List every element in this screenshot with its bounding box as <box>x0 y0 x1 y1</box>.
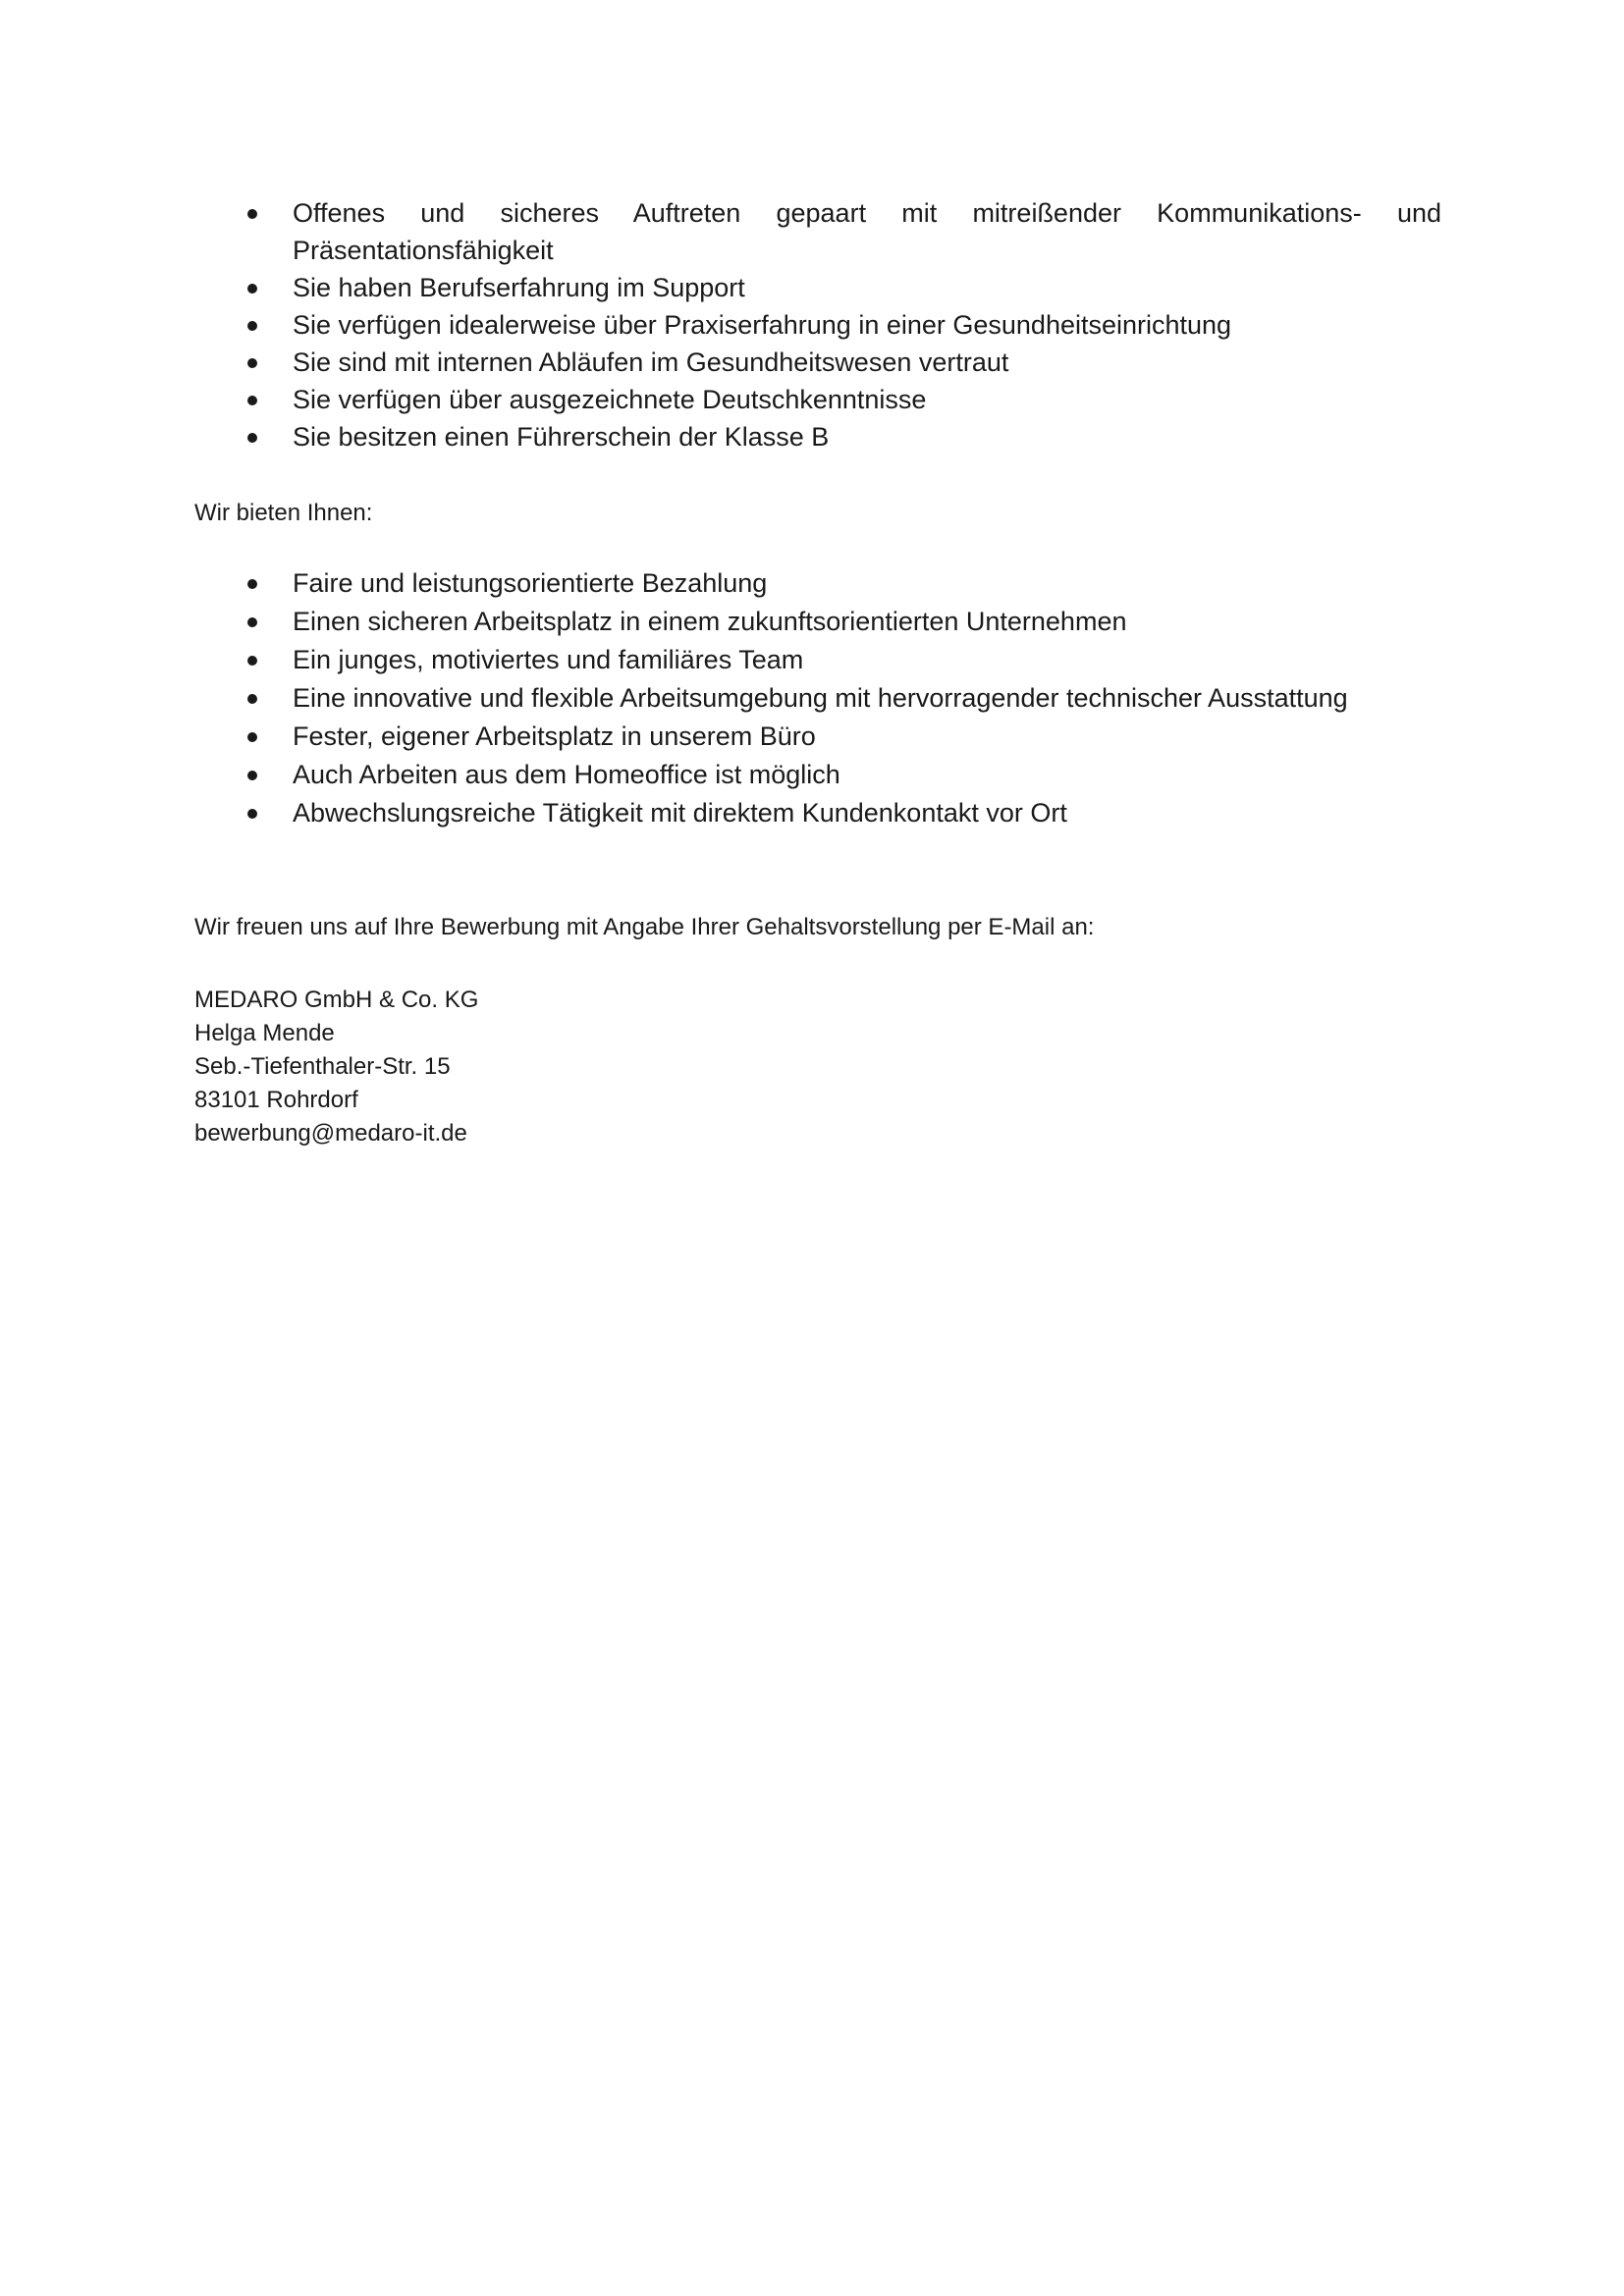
list-item <box>0 564 1624 602</box>
list-item <box>0 756 1624 793</box>
contact-person: Helga Mende <box>194 1020 335 1046</box>
list-item-text: Sie haben Berufserfahrung im Support <box>293 273 745 302</box>
street-address: Seb.-Tiefenthaler-Str. 15 <box>194 1053 451 1080</box>
list-item <box>0 418 1624 455</box>
list-item <box>0 344 1624 381</box>
list-item <box>0 718 1624 755</box>
list-item <box>0 641 1624 678</box>
list-item-text: Sie sind mit internen Abläufen im Gesundheitswesen vertraut <box>293 347 1009 377</box>
bullet-icon <box>247 209 257 219</box>
bullet-icon <box>247 732 257 742</box>
list-item-text: Sie verfügen über ausgezeichnete Deutschkenntnisse <box>293 385 927 414</box>
list-item-text: Ein junges, motiviertes und familiäres Team <box>293 645 804 674</box>
email-address: bewerbung@medaro-it.de <box>194 1120 467 1147</box>
list-item <box>0 603 1624 640</box>
bullet-icon <box>247 284 257 294</box>
bullet-icon <box>247 656 257 666</box>
list-item <box>0 679 1624 717</box>
bullet-icon <box>247 358 257 368</box>
bullet-icon <box>247 617 257 627</box>
list-item-text: Einen sicheren Arbeitsplatz in einem zukunftsorientierten Unternehmen <box>293 607 1127 636</box>
list-item-text: Abwechslungsreiche Tätigkeit mit direktem Kundenkontakt vor Ort <box>293 798 1067 828</box>
company-name: MEDARO GmbH & Co. KG <box>194 987 479 1013</box>
list-item-text: Eine innovative und flexible Arbeitsumgebung mit hervorragender technischer Ausstattung <box>293 683 1348 713</box>
closing-paragraph: Wir freuen uns auf Ihre Bewerbung mit Angabe Ihrer Gehaltsvorstellung per E-Mail an: <box>194 914 1095 940</box>
list-item-text: Sie besitzen einen Führerschein der Klasse B <box>293 422 830 452</box>
list-item-text: Faire und leistungsorientierte Bezahlung <box>293 568 768 598</box>
requirements-list <box>0 194 1624 455</box>
list-item <box>0 794 1624 831</box>
contact-address <box>194 984 478 1150</box>
list-item-text: Offenes und sicheres Auftreten gepaart mit mitreißender Kommunikations- und <box>293 198 1441 228</box>
list-item <box>0 381 1624 418</box>
list-item-text: Fester, eigener Arbeitsplatz in unserem Büro <box>293 721 816 751</box>
list-item-text: Sie verfügen idealerweise über Praxiserfahrung in einer Gesundheitseinrichtung <box>293 310 1232 340</box>
offer-heading: Wir bieten Ihnen: <box>194 500 373 526</box>
postal-city: 83101 Rohrdorf <box>194 1087 358 1113</box>
bullet-icon <box>247 396 257 405</box>
offer-list <box>0 564 1624 832</box>
list-item <box>0 306 1624 344</box>
bullet-icon <box>247 433 257 443</box>
bullet-icon <box>247 809 257 819</box>
list-item-text-continued: Präsentationsfähigkeit <box>293 236 554 265</box>
list-item <box>0 269 1624 306</box>
bullet-icon <box>247 321 257 331</box>
list-item <box>0 194 1624 269</box>
list-item-text: Auch Arbeiten aus dem Homeoffice ist möglich <box>293 760 840 789</box>
bullet-icon <box>247 771 257 780</box>
bullet-icon <box>247 579 257 589</box>
bullet-icon <box>247 694 257 704</box>
